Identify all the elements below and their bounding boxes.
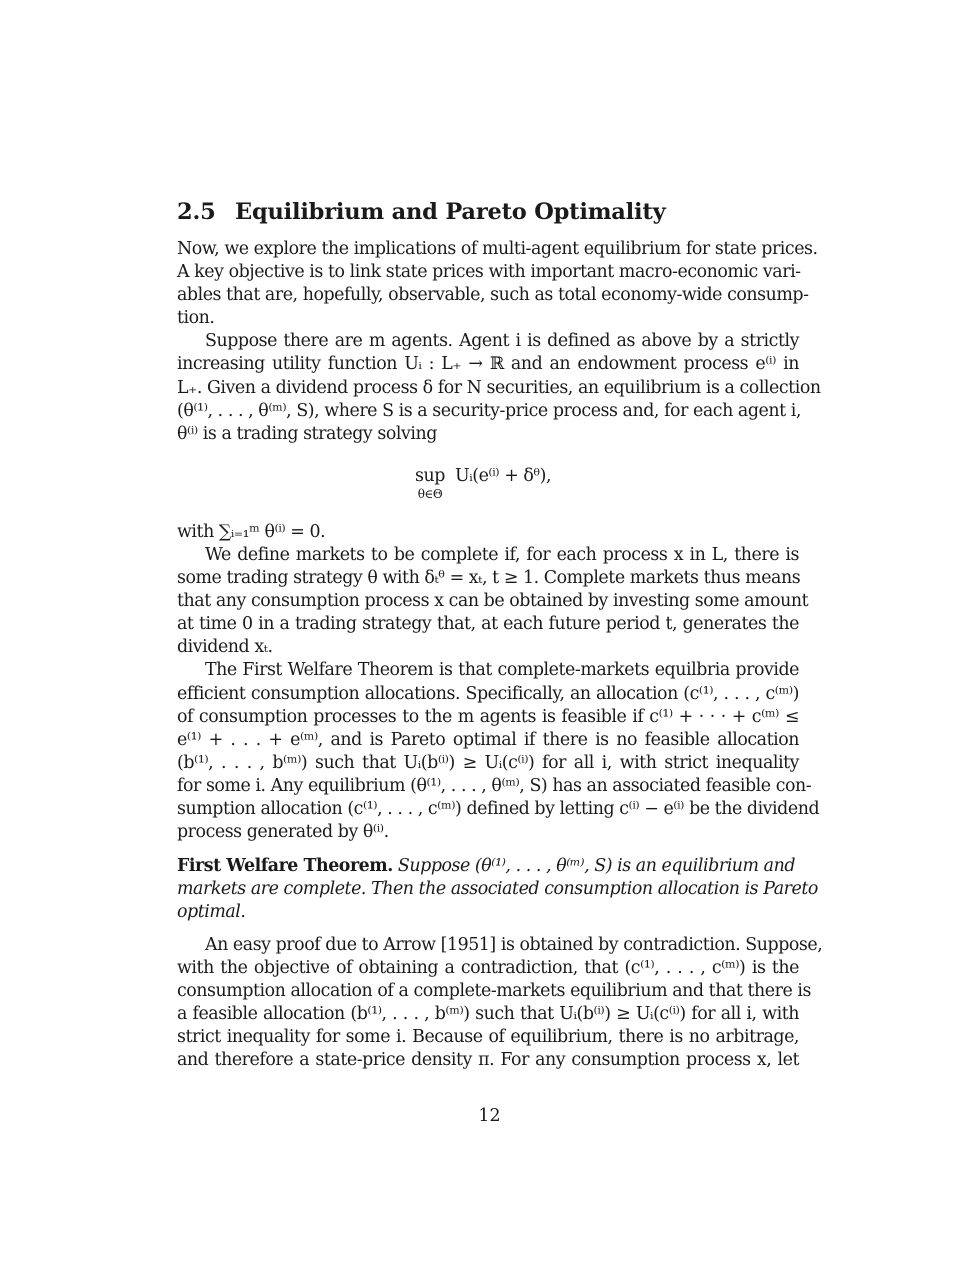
para4-line: for some i. Any equilibrium (θ⁽¹⁾, . . . , θ⁽ᵐ⁾, S) has an associated feasible con- <box>177 776 812 796</box>
after-equation-line: with ∑ᵢ₌₁ᵐ θ⁽ⁱ⁾ = 0. <box>177 522 326 542</box>
para2-line: (θ⁽¹⁾, . . . , θ⁽ᵐ⁾, S), where S is a security-price process and, for each agent i, <box>177 401 801 421</box>
theorem-label: First Welfare Theorem. <box>177 856 393 876</box>
para3-line: that any consumption process x can be obtained by investing some amount <box>177 591 809 611</box>
para2-line: Suppose there are m agents. Agent i is defined as above by a strictly <box>205 331 799 351</box>
para4-line: sumption allocation (c⁽¹⁾, . . . , c⁽ᵐ⁾) defined by letting c⁽ⁱ⁾ − e⁽ⁱ⁾ be the dividend <box>177 799 820 819</box>
para5-line: a feasible allocation (b⁽¹⁾, . . . , b⁽ᵐ⁾) such that Uᵢ(b⁽ⁱ⁾) ≥ Uᵢ(c⁽ⁱ⁾) for all i, with <box>177 1004 799 1024</box>
para5-line: An easy proof due to Arrow [1951] is obtained by contradiction. Suppose, <box>205 935 823 955</box>
para2-line: θ⁽ⁱ⁾ is a trading strategy solving <box>177 424 437 444</box>
para4-line: The First Welfare Theorem is that complete-markets equilbria provide <box>205 660 799 680</box>
para3-line: We define markets to be complete if, for each process x in L, there is <box>205 545 799 565</box>
para5-line: consumption allocation of a complete-markets equilibrium and that there is <box>177 981 811 1001</box>
para4-line: (b⁽¹⁾, . . . , b⁽ᵐ⁾) such that Uᵢ(b⁽ⁱ⁾) ≥ Uᵢ(c⁽ⁱ⁾) for all i, with strict inequality <box>177 753 799 773</box>
page-number: 12 <box>478 1106 501 1126</box>
para2-line: L₊. Given a dividend process δ for N securities, an equilibrium is a collection <box>177 378 821 398</box>
theorem-line: optimal. <box>177 902 246 922</box>
para4-line: efficient consumption allocations. Specifically, an allocation (c⁽¹⁾, . . . , c⁽ᵐ⁾) <box>177 684 799 704</box>
section-title: Equilibrium and Pareto Optimality <box>235 199 666 225</box>
para5-line: with the objective of obtaining a contradiction, that (c⁽¹⁾, . . . , c⁽ᵐ⁾) is the <box>177 958 799 978</box>
theorem-line-1 <box>177 855 799 878</box>
para5-line: strict inequality for some i. Because of equilibrium, there is no arbitrage, <box>177 1027 799 1047</box>
para4-line: process generated by θ⁽ⁱ⁾. <box>177 822 389 842</box>
para1-line: A key objective is to link state prices with important macro-economic vari- <box>177 262 801 282</box>
display-eq-subscript: θ∈Θ <box>417 487 443 501</box>
display-eq-body: Uᵢ(e⁽ⁱ⁾ + δᶿ), <box>455 466 552 486</box>
para3-line: at time 0 in a trading strategy that, at each future period t, generates the <box>177 614 799 634</box>
para1-line: tion. <box>177 308 215 328</box>
para3-line: some trading strategy θ with δₜᶿ = xₜ, t ≥ 1. Complete markets thus means <box>177 568 801 588</box>
para4-line: of consumption processes to the m agents is feasible if c⁽¹⁾ + · · · + c⁽ᵐ⁾ ≤ <box>177 707 799 727</box>
para3-line: dividend xₜ. <box>177 637 273 657</box>
para1-line: ables that are, hopefully, observable, such as total economy-wide consump- <box>177 285 809 305</box>
para2-line: increasing utility function Uᵢ : L₊ → ℝ and an endowment process e⁽ⁱ⁾ in <box>177 354 799 374</box>
para1-line: Now, we explore the implications of multi-agent equilibrium for state prices. <box>177 239 818 259</box>
para4-line: e⁽¹⁾ + . . . + e⁽ᵐ⁾, and is Pareto optimal if there is no feasible allocation <box>177 730 799 750</box>
display-eq-operator: sup <box>415 466 445 486</box>
section-heading <box>177 199 665 225</box>
theorem-line: markets are complete. Then the associated consumption allocation is Pareto <box>177 879 818 899</box>
para5-line: and therefore a state-price density π. For any consumption process x, let <box>177 1050 799 1070</box>
section-number: 2.5 <box>177 199 216 225</box>
theorem-text: Suppose (θ⁽¹⁾, . . . , θ⁽ᵐ⁾, S) is an equilibrium and <box>397 856 796 876</box>
